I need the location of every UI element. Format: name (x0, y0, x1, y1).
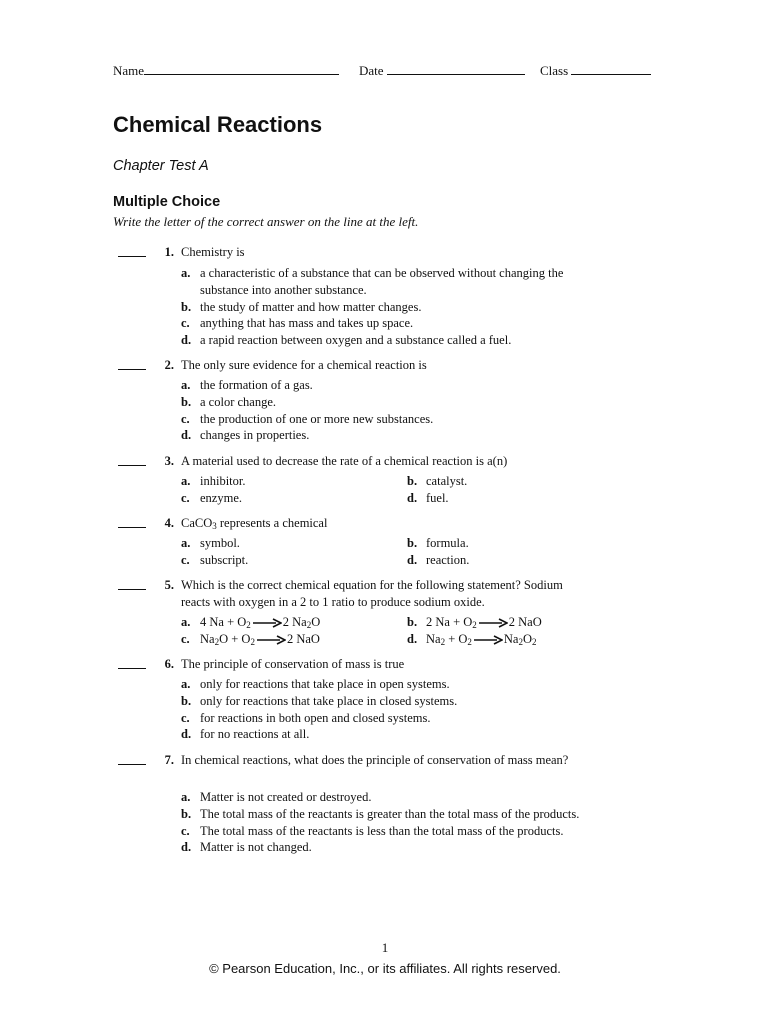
option-text: The total mass of the reactants is greater than the total mass of the products. (200, 806, 580, 821)
equation-reactants (426, 632, 472, 646)
option-d (181, 332, 601, 349)
option-letter: c. (181, 316, 190, 331)
option-list (181, 377, 601, 444)
option-text: changes in properties. (200, 428, 310, 443)
eq-subscript: 2 (214, 636, 220, 647)
eq-subscript: 2 (467, 636, 472, 647)
option-letter: d. (407, 552, 418, 567)
option-a (181, 535, 407, 552)
arrow-icon (256, 635, 286, 645)
option-text: Matter is not changed. (200, 840, 312, 855)
option-letter: c. (181, 631, 190, 646)
formula-text: CaCO (181, 516, 213, 530)
eq-text: Na (200, 631, 215, 646)
equation-reactants (200, 615, 251, 629)
date-field[interactable] (359, 62, 525, 80)
date-label: Date (359, 63, 384, 78)
option-text: a color change. (200, 394, 277, 409)
arrow-icon (252, 618, 282, 628)
formula-subscript: 3 (212, 521, 217, 531)
option-text: symbol. (200, 536, 240, 550)
option-letter: c. (181, 411, 190, 426)
option-text: formula. (426, 536, 469, 550)
option-text: enzyme. (200, 490, 242, 505)
option-letter: d. (181, 840, 192, 855)
option-b (407, 614, 607, 631)
name-blank[interactable] (144, 62, 339, 75)
option-list (181, 535, 601, 569)
question-stem: Which is the correct chemical equation for the following statement? Sodium reacts with oxygen in a 2 to 1 ratio to produce sodium oxide. (181, 578, 563, 609)
question-number: 5. (164, 578, 174, 592)
answer-blank-1[interactable] (118, 256, 146, 257)
option-letter: b. (181, 693, 192, 708)
equation-products (283, 615, 320, 629)
question-number: 3. (164, 454, 174, 468)
equation-products (504, 632, 537, 646)
option-letter: b. (407, 536, 418, 550)
option-b (407, 473, 607, 490)
option-text: reaction. (426, 552, 470, 567)
option-c (181, 823, 581, 840)
option-a (181, 676, 601, 693)
arrow-icon (473, 635, 503, 645)
question-stem: Chemistry is (181, 245, 245, 259)
class-field[interactable] (540, 62, 651, 80)
option-text: inhibitor. (200, 474, 246, 488)
eq-subscript: 2 (440, 636, 446, 647)
copyright-notice: © Pearson Education, Inc., or its affiliates. All rights reserved. (209, 961, 561, 976)
question-stem (181, 515, 591, 532)
option-b (407, 535, 607, 552)
option-list (181, 614, 601, 648)
option-letter: a. (181, 536, 191, 550)
option-letter: b. (181, 806, 192, 821)
option-text: anything that has mass and takes up space. (200, 316, 414, 331)
option-c (181, 411, 601, 428)
option-d (181, 839, 581, 856)
option-list (181, 265, 601, 349)
equation-reactants (426, 615, 477, 629)
class-label: Class (540, 63, 569, 78)
eq-text: 2 Na + O (426, 615, 473, 629)
option-letter: a. (181, 790, 191, 804)
option-b (181, 299, 601, 316)
option-letter: d. (407, 631, 418, 646)
question-stem: A material used to decrease the rate of a chemical reaction is a(n) (181, 454, 508, 468)
chapter-subtitle: Chapter Test A (113, 158, 209, 174)
answer-blank-4[interactable] (118, 527, 146, 528)
option-letter: d. (181, 333, 192, 348)
option-letter: b. (407, 615, 418, 629)
option-text: only for reactions that take place in closed systems. (200, 693, 458, 708)
option-text: Matter is not created or destroyed. (200, 790, 372, 804)
question-number: 1. (164, 245, 174, 259)
option-letter: a. (181, 474, 191, 488)
option-letter: a. (181, 378, 191, 392)
option-b (181, 394, 601, 411)
option-text: The total mass of the reactants is less than the total mass of the products. (200, 823, 564, 838)
answer-blank-6[interactable] (118, 668, 146, 669)
option-d (407, 490, 607, 507)
option-c (181, 710, 601, 727)
option-text: only for reactions that take place in open systems. (200, 677, 450, 691)
question-stem: The principle of conservation of mass is true (181, 657, 405, 671)
option-c (181, 552, 407, 569)
option-list (181, 676, 601, 743)
question-number: 6. (164, 657, 174, 671)
eq-text: Na (426, 631, 441, 646)
option-text: the formation of a gas. (200, 378, 313, 392)
option-d (181, 427, 601, 444)
option-c (181, 490, 407, 507)
option-letter: c. (181, 710, 190, 725)
answer-blank-7[interactable] (118, 764, 146, 765)
option-list (181, 473, 601, 507)
page-number: 1 (381, 940, 389, 955)
section-title: Multiple Choice (113, 194, 221, 210)
option-letter: b. (181, 299, 192, 314)
eq-subscript: 2 (250, 636, 255, 647)
answer-blank-5[interactable] (118, 589, 146, 590)
answer-blank-3[interactable] (118, 465, 146, 466)
eq-subscript: 2 (518, 636, 523, 647)
question-number: 7. (164, 753, 174, 767)
option-letter: d. (181, 428, 192, 443)
option-text: the production of one or more new substances. (200, 411, 434, 426)
stem-text: represents a chemical (216, 516, 328, 530)
option-text: subscript. (200, 552, 249, 567)
option-letter: b. (407, 474, 418, 488)
option-text: a characteristic of a substance that can be observed without changing the substance into another substance. (200, 266, 564, 297)
option-a (181, 614, 407, 631)
equation-products: 2 NaO (508, 615, 542, 629)
date-blank[interactable] (387, 62, 525, 75)
page-title: Chemical Reactions (113, 112, 323, 137)
option-letter: b. (181, 394, 192, 409)
option-list (181, 789, 581, 856)
arrow-icon (478, 618, 508, 628)
option-letter: d. (407, 490, 418, 505)
eq-text: O (311, 615, 321, 629)
question-number: 2. (164, 358, 174, 372)
name-label: Name (113, 63, 145, 78)
option-b (181, 693, 601, 710)
option-text: catalyst. (426, 474, 468, 488)
option-a (181, 789, 581, 806)
option-letter: a. (181, 677, 191, 691)
option-text: fuel. (426, 490, 449, 505)
option-a (181, 377, 601, 394)
question-stem: The only sure evidence for a chemical reaction is (181, 358, 427, 372)
eq-text: + O (445, 631, 468, 646)
eq-text: O (522, 631, 533, 646)
eq-text: Na (503, 631, 519, 646)
eq-subscript: 2 (472, 620, 477, 630)
eq-subscript: 2 (532, 636, 537, 647)
option-letter: a. (181, 615, 191, 629)
option-letter: d. (181, 727, 192, 742)
section-instructions: Write the letter of the correct answer on the line at the left. (113, 214, 419, 229)
equation-reactants (200, 632, 255, 646)
option-a (181, 473, 407, 490)
option-text: a rapid reaction between oxygen and a substance called a fuel. (200, 333, 512, 348)
option-letter: c. (181, 823, 190, 838)
option-letter: a. (181, 266, 191, 280)
answer-blank-2[interactable] (118, 369, 146, 370)
option-text: for reactions in both open and closed systems. (200, 710, 431, 725)
class-blank[interactable] (571, 62, 651, 75)
option-c (181, 315, 601, 332)
option-letter: c. (181, 490, 190, 505)
option-a (181, 265, 601, 299)
option-text: for no reactions at all. (200, 727, 310, 742)
eq-text: O + O (219, 631, 251, 646)
eq-subscript: 2 (246, 620, 251, 630)
option-d (181, 726, 601, 743)
option-d (407, 552, 607, 569)
eq-text: 4 Na + O (200, 615, 247, 629)
name-field[interactable] (113, 62, 339, 80)
question-number: 4. (164, 516, 174, 530)
question-stem: In chemical reactions, what does the principle of conservation of mass mean? (181, 753, 569, 767)
equation-products: 2 NaO (286, 631, 320, 646)
option-b (181, 806, 581, 823)
eq-text: 2 Na (282, 615, 307, 629)
option-letter: c. (181, 552, 190, 567)
option-c (181, 631, 407, 648)
option-text: the study of matter and how matter changes. (200, 299, 422, 314)
eq-subscript: 2 (306, 620, 312, 630)
option-d (407, 631, 607, 648)
